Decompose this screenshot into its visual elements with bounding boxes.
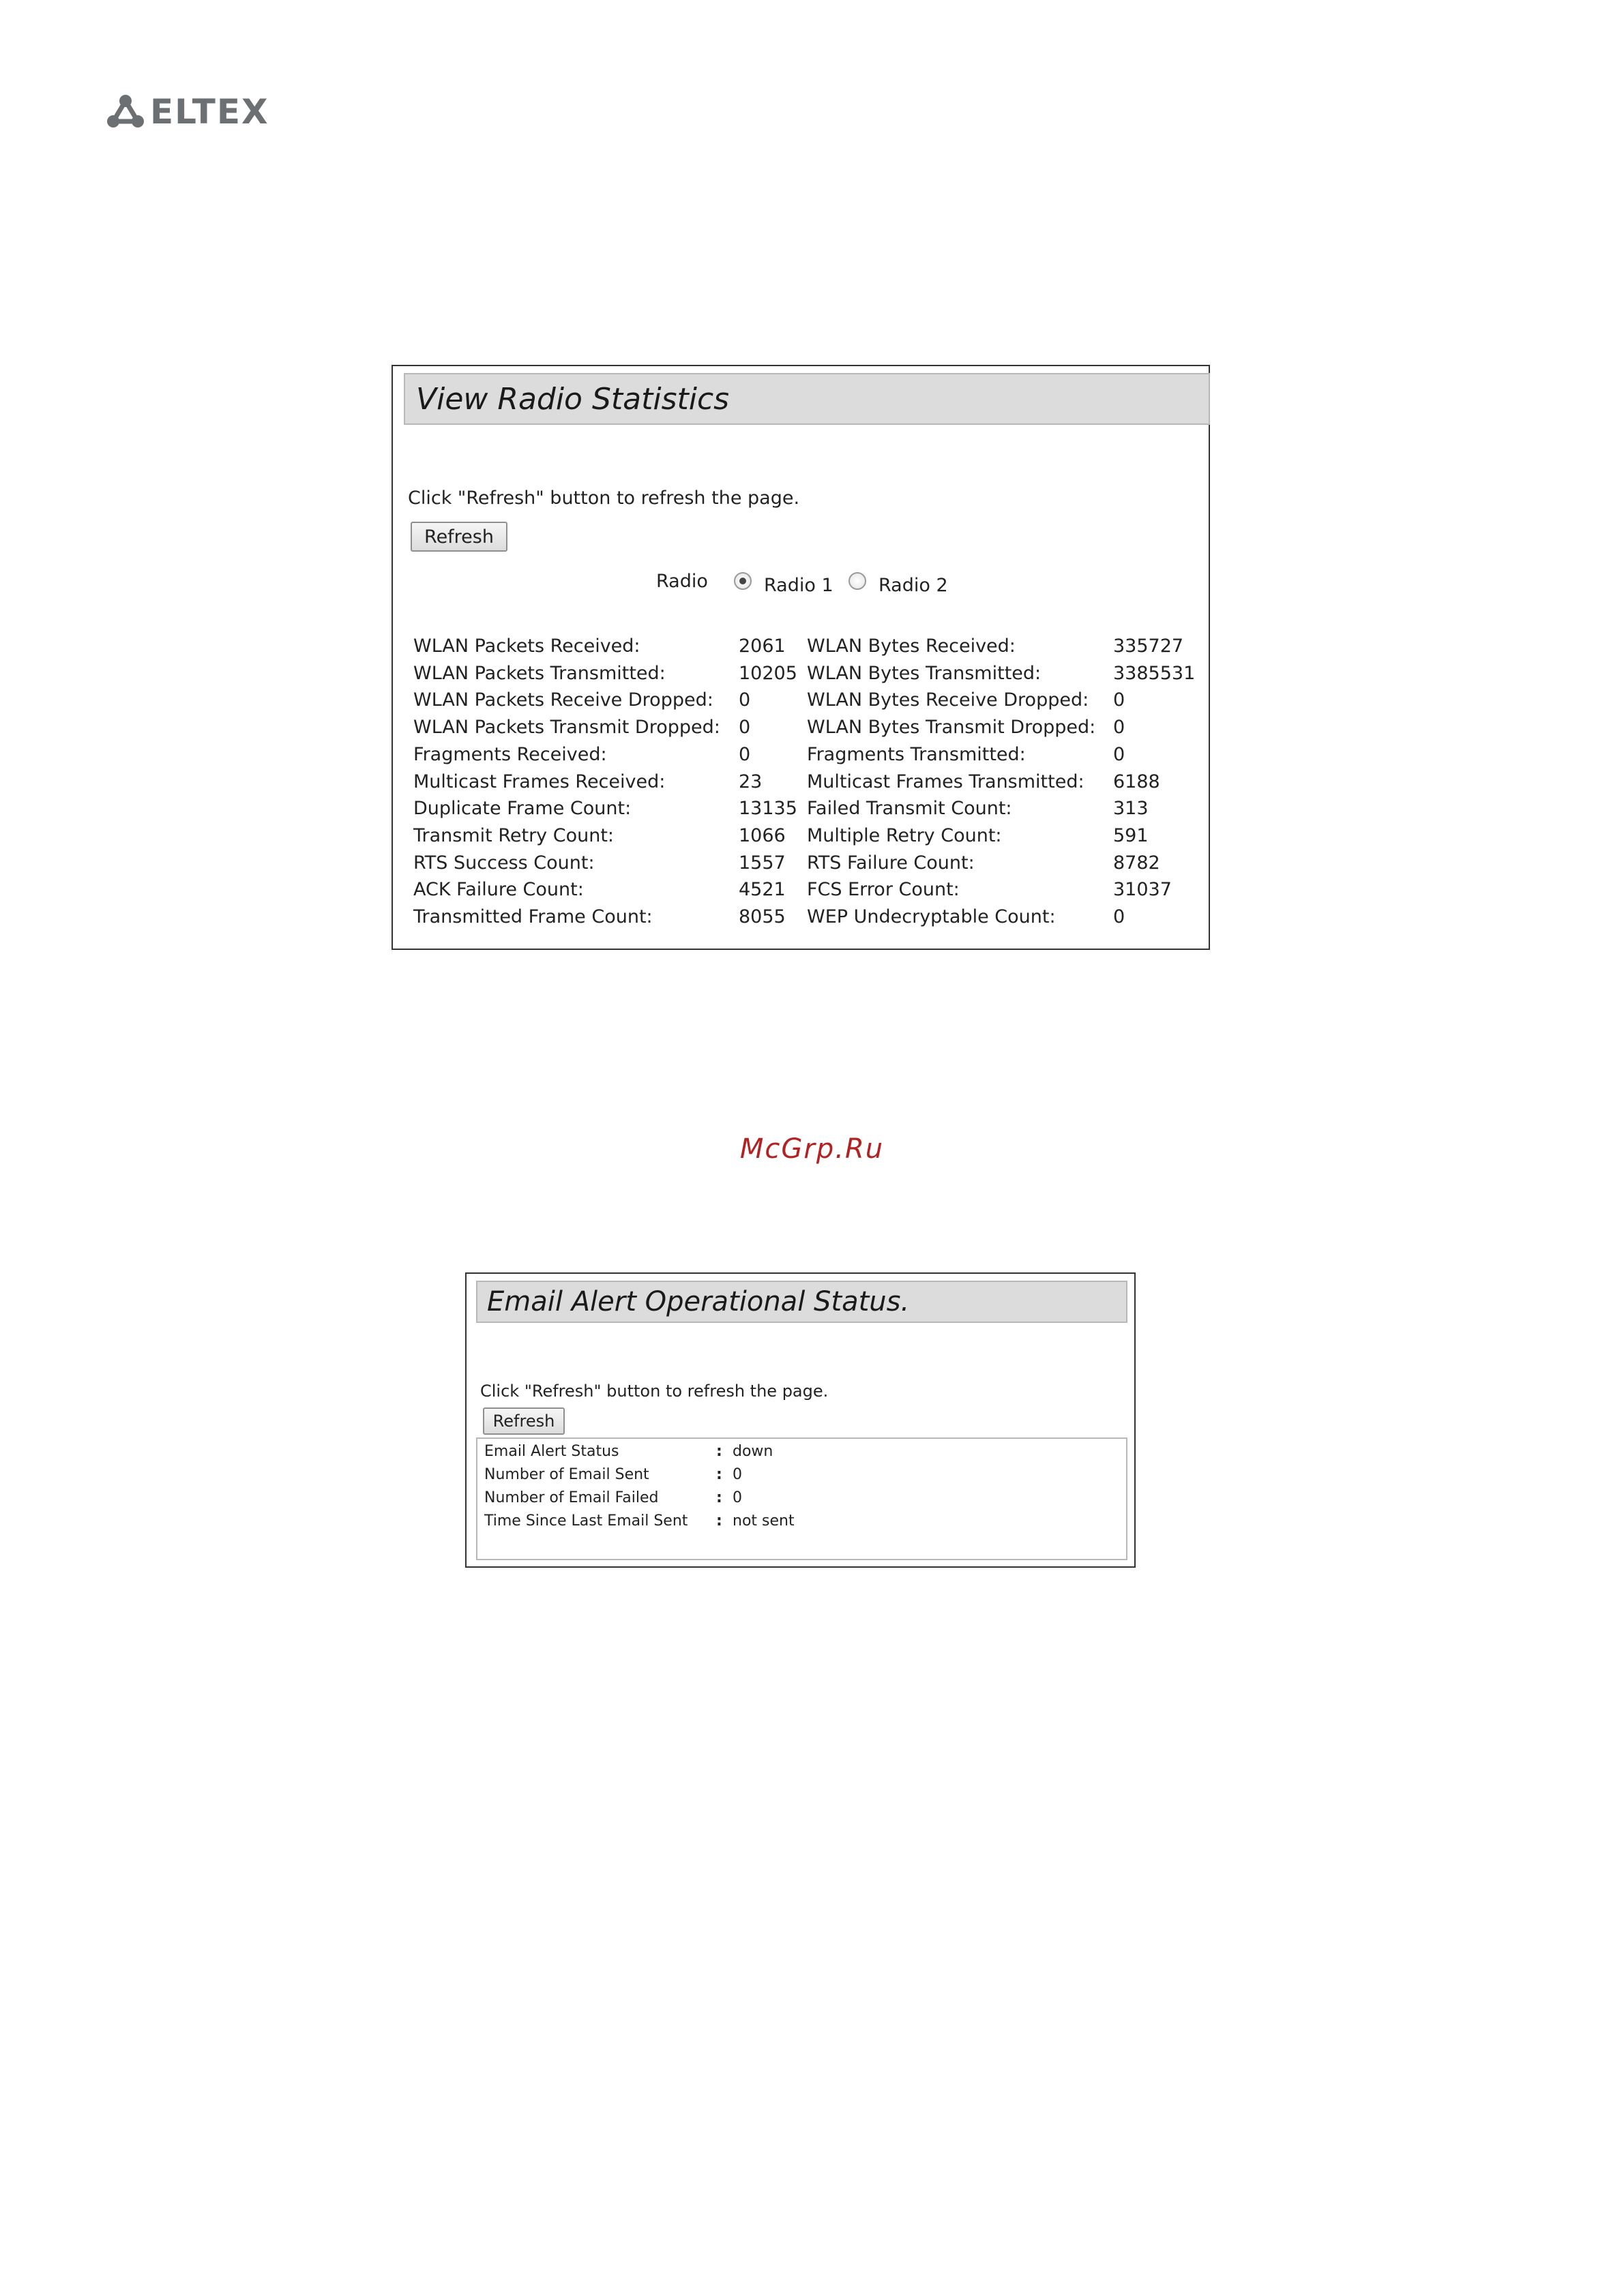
stat-value: 3385531 bbox=[1113, 662, 1196, 684]
stat-value: 10205 bbox=[739, 662, 797, 684]
status-label: Number of Email Failed bbox=[484, 1489, 659, 1506]
refresh-instruction: Click "Refresh" button to refresh the page. bbox=[408, 488, 800, 509]
stat-label: WLAN Packets Receive Dropped: bbox=[413, 689, 713, 711]
stat-value: 1066 bbox=[739, 824, 786, 846]
status-label: Time Since Last Email Sent bbox=[484, 1512, 688, 1530]
stat-value: 31037 bbox=[1113, 879, 1172, 901]
status-label: Email Alert Status bbox=[484, 1443, 619, 1460]
refresh-button[interactable]: Refresh bbox=[411, 522, 507, 552]
status-value: 0 bbox=[733, 1489, 742, 1506]
stat-label: RTS Failure Count: bbox=[807, 852, 975, 874]
stat-value: 8055 bbox=[739, 906, 786, 927]
stat-label: FCS Error Count: bbox=[807, 879, 960, 901]
stat-label: Multiple Retry Count: bbox=[807, 824, 1002, 846]
stat-value: 23 bbox=[739, 771, 763, 792]
separator: : bbox=[716, 1489, 722, 1506]
radio-2-label[interactable]: Radio 2 bbox=[879, 575, 948, 596]
refresh-button[interactable]: Refresh bbox=[483, 1407, 565, 1435]
stat-label: Duplicate Frame Count: bbox=[413, 798, 632, 820]
stat-value: 13135 bbox=[739, 798, 797, 820]
stat-label: Multicast Frames Received: bbox=[413, 771, 666, 792]
eltex-logo-icon bbox=[106, 94, 145, 130]
stat-label: Failed Transmit Count: bbox=[807, 798, 1012, 820]
email-alert-panel bbox=[465, 1272, 1136, 1568]
stat-value: 313 bbox=[1113, 798, 1149, 820]
status-value: 0 bbox=[733, 1466, 742, 1483]
stat-value: 0 bbox=[739, 689, 751, 711]
stat-label: RTS Success Count: bbox=[413, 852, 595, 874]
eltex-logo bbox=[106, 94, 269, 130]
stat-label: WLAN Bytes Received: bbox=[807, 636, 1016, 657]
stat-label: ACK Failure Count: bbox=[413, 879, 584, 901]
email-status-table bbox=[476, 1437, 1127, 1560]
radio-statistics-panel bbox=[392, 365, 1210, 950]
stat-label: WLAN Bytes Transmitted: bbox=[807, 662, 1042, 684]
stat-label: WLAN Packets Transmit Dropped: bbox=[413, 717, 720, 739]
radio-1-label[interactable]: Radio 1 bbox=[764, 575, 833, 596]
stat-value: 0 bbox=[1113, 906, 1125, 927]
stat-label: Transmit Retry Count: bbox=[413, 824, 615, 846]
separator: : bbox=[716, 1512, 722, 1530]
stat-label: WLAN Bytes Transmit Dropped: bbox=[807, 717, 1096, 739]
radio-label: Radio bbox=[656, 571, 708, 592]
separator: : bbox=[716, 1466, 722, 1483]
radio-selector bbox=[393, 571, 1209, 605]
stat-value: 0 bbox=[1113, 743, 1125, 765]
stat-label: Fragments Transmitted: bbox=[807, 743, 1026, 765]
stat-label: Transmitted Frame Count: bbox=[413, 906, 653, 927]
status-value: not sent bbox=[733, 1512, 795, 1530]
stat-value: 335727 bbox=[1113, 636, 1184, 657]
radio-1-option[interactable] bbox=[734, 572, 752, 590]
stat-value: 6188 bbox=[1113, 771, 1160, 792]
separator: : bbox=[716, 1443, 722, 1460]
stat-label: WLAN Packets Transmitted: bbox=[413, 662, 666, 684]
stat-label: Multicast Frames Transmitted: bbox=[807, 771, 1084, 792]
radio-statistics-title: View Radio Statistics bbox=[404, 373, 1210, 425]
stat-value: 2061 bbox=[739, 636, 786, 657]
stat-label: Fragments Received: bbox=[413, 743, 607, 765]
stat-value: 0 bbox=[739, 717, 751, 739]
stat-value: 8782 bbox=[1113, 852, 1160, 874]
stat-value: 1557 bbox=[739, 852, 786, 874]
stat-value: 0 bbox=[1113, 717, 1125, 739]
stat-value: 4521 bbox=[739, 879, 786, 901]
radio-2-option[interactable] bbox=[848, 572, 866, 590]
watermark-text: McGrp.Ru bbox=[739, 1133, 885, 1165]
eltex-logo-text: ELTEX bbox=[150, 92, 269, 132]
stat-label: WEP Undecryptable Count: bbox=[807, 906, 1056, 927]
status-value: down bbox=[733, 1443, 773, 1460]
email-alert-title: Email Alert Operational Status. bbox=[476, 1281, 1127, 1323]
stat-label: WLAN Packets Received: bbox=[413, 636, 640, 657]
stat-value: 0 bbox=[1113, 689, 1125, 711]
status-label: Number of Email Sent bbox=[484, 1466, 649, 1483]
stat-label: WLAN Bytes Receive Dropped: bbox=[807, 689, 1089, 711]
refresh-instruction: Click "Refresh" button to refresh the page. bbox=[480, 1382, 829, 1401]
stat-value: 0 bbox=[739, 743, 751, 765]
stat-value: 591 bbox=[1113, 824, 1149, 846]
